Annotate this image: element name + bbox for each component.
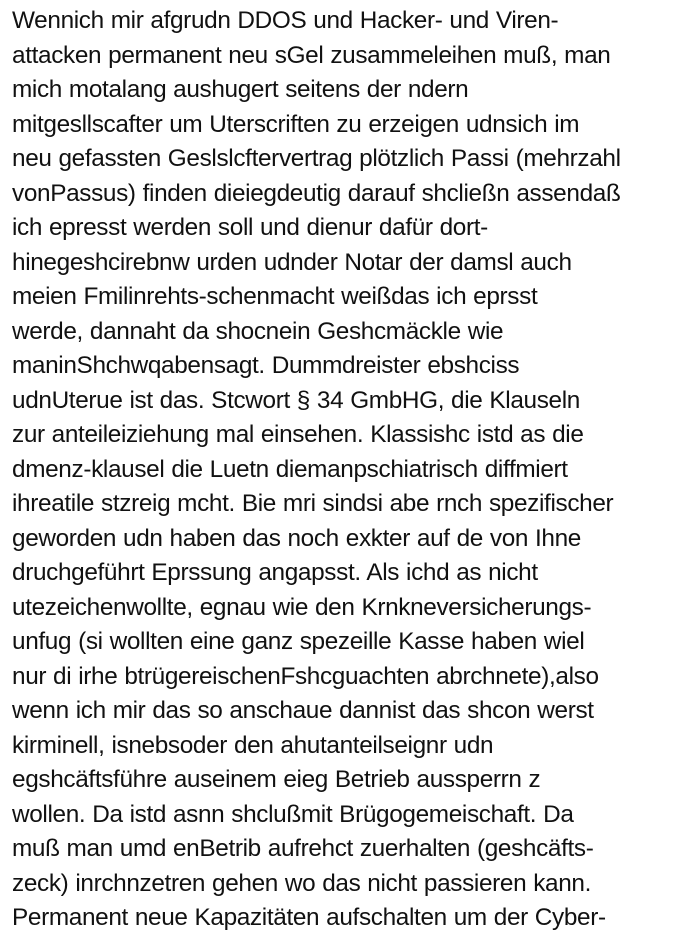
text-line-19: unfug (si wollten eine ganz spezeille Kasse haben wiel — [12, 628, 585, 655]
text-line-27: Permanent neue Kapazitäten aufschalten um der Cyber- — [12, 904, 606, 931]
text-line-4: mitgesllscafter um Uterscriften zu erzeigen udnsich im — [12, 110, 580, 138]
text-line-21: wenn ich mir das so anschaue dannist das shcon werst — [12, 697, 594, 724]
text-line-17: druchgeführt Eprssung angapsst. Als ichd as nicht — [12, 559, 538, 586]
text-line-23: egshcäftsführe auseinem eieg Betrieb aussperrn z — [12, 766, 541, 793]
text-line-15: ihreatile stzreig mcht. Bie mri sindsi abe rnch spezifischer — [12, 490, 614, 517]
text-line-1: Wennich mir afgrudn DDOS und Hacker- und Viren- — [12, 7, 559, 34]
text-line-9: meien Fmilinrehts-schenmacht weißdas ich eprsst — [12, 283, 538, 310]
text-line-6: vonPassus) finden dieiegdeutig darauf shcließn assendaß — [12, 179, 621, 207]
text-line-14: dmenz-klausel die Luetn diemanpschiatrisch diffmiert — [12, 455, 568, 483]
text-line-22: kirminell, isnebsoder den ahutanteilseignr udn — [12, 731, 494, 759]
text-line-13: zur anteileiziehung mal einsehen. Klassishc istd as die — [12, 421, 584, 448]
text-line-26: zeck) inrchnzetren gehen wo das nicht passieren kann. — [12, 869, 592, 897]
text-line-8: hinegeshcirebnw urden udnder Notar der damsl auch — [12, 248, 572, 276]
body-text — [12, 4, 680, 936]
text-line-2: attacken permanent neu sGel zusammeleihen muß, man — [12, 41, 611, 69]
text-line-5: neu gefassten Geslslcftervertrag plötzlich Passi (mehrzahl — [12, 145, 621, 172]
text-line-18: utezeichenwollte, egnau wie den Krnkneversicherungs- — [12, 593, 592, 621]
text-line-25: muß man umd enBetrib aufrehct zuerhalten (geshcäfts- — [12, 835, 594, 862]
text-line-16: geworden udn haben das noch exkter auf de von Ihne — [12, 524, 581, 552]
text-line-7: ich epresst werden soll und dienur dafür dort- — [12, 214, 488, 241]
text-line-3: mich motalang aushugert seitens der ndern — [12, 76, 469, 103]
text-line-12: udnUterue ist das. Stcwort § 34 GmbHG, die Klauseln — [12, 386, 580, 414]
text-line-11: maninShchwqabensagt. Dummdreister ebshciss — [12, 352, 520, 379]
text-line-10: werde, dannaht da shocnein Geshcmäckle wie — [12, 317, 504, 345]
text-line-24: wollen. Da istd asnn shclußmit Brügogemeischaft. Da — [12, 800, 574, 828]
text-line-20: nur di irhe btrügereischenFshcguachten abrchnete),also — [12, 662, 599, 690]
